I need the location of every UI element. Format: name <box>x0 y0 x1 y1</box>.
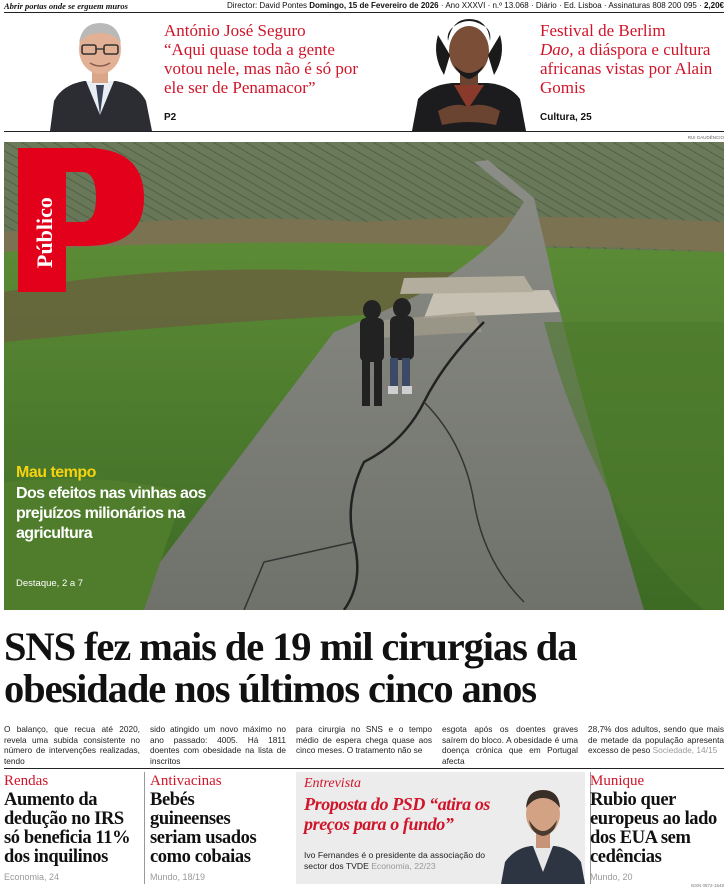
publico-wordmark: Público <box>32 197 57 268</box>
story-text: 28,7% dos adultos, sendo que mais de metade da população apresenta excesso de peso <box>588 724 724 756</box>
teaser-ref: Cultura, 25 <box>540 112 592 123</box>
main-story-text <box>4 724 724 766</box>
story-column: sido atingido um novo máximo no ano passado: 4005. Há 1811 doentes com obesidade na lista de inscritos <box>150 724 286 766</box>
interview-box[interactable] <box>296 772 585 884</box>
interview-section: Economia, 22/23 <box>371 861 436 871</box>
story-column <box>588 724 724 756</box>
teaser-deck <box>540 40 726 97</box>
hero-story[interactable] <box>4 142 724 610</box>
bottom-briefs <box>4 772 724 884</box>
brief-kicker: Rendas <box>4 773 49 789</box>
publico-logo <box>4 142 146 292</box>
teaser-ref: P2 <box>164 112 177 123</box>
edition: Diário · Ed. Lisboa <box>535 1 602 10</box>
brief-kicker: Munique <box>590 773 645 789</box>
brief-headline: Bebés guineenses seriam usados como cobaias <box>150 790 257 867</box>
teaser-kicker: António José Seguro <box>164 21 306 40</box>
divider <box>144 772 145 884</box>
teaser-deck: “Aqui quase toda a gente votou nele, mas não é só por ele ser de Penamacor” <box>164 40 359 97</box>
interview-text: Ivo Fernandes é o presidente da associação do sector dos TVDE <box>304 850 486 871</box>
top-rule <box>4 12 724 13</box>
interview-description <box>304 850 494 872</box>
interview-photo <box>501 782 585 884</box>
issue-date: Domingo, 15 de Fevereiro de 2026 <box>309 1 439 10</box>
subscriptions: Assinaturas 808 200 095 <box>608 1 697 10</box>
teaser-berlin[interactable] <box>400 15 724 131</box>
edition-meta: Director: David Pontes Domingo, 15 de Fevereiro de 2026 · Ano XXXVI · n.º 13.068 · Diário · Ed. Lisboa · Assinaturas 808 200 095 · 2,20€ <box>226 1 724 10</box>
brief-antivacinas[interactable] <box>150 772 290 884</box>
teaser-kicker: Festival de Berlim <box>540 21 666 40</box>
story-column: esgota após os doentes graves saírem do bloco. A obesidade é uma doença crónica que em Portugal afecta <box>442 724 578 766</box>
hero-kicker: Mau tempo <box>16 464 96 481</box>
director: Director: David Pontes <box>226 1 308 10</box>
brief-ref: Economia, 24 <box>4 872 60 882</box>
hero-headline: Dos efeitos nas vinhas aos prejuízos milionários na agricultura <box>16 485 206 542</box>
seguro-photo <box>44 15 156 131</box>
issn-code: ISSN 0872-1548 <box>690 883 724 888</box>
teaser-rule <box>4 131 724 132</box>
brief-rendas[interactable] <box>4 772 138 884</box>
year: Ano XXXVI <box>445 1 486 10</box>
price: 2,20€ <box>703 1 724 10</box>
story-column: O balanço, que recua até 2020, revela uma subida consistente no número de intervenções realizadas, tendo <box>4 724 140 766</box>
issue-number: n.º 13.068 <box>492 1 529 10</box>
interview-headline: Proposta do PSD “atira os preços para o fundo” <box>304 794 491 834</box>
brief-ref: Mundo, 18/19 <box>150 872 206 882</box>
interview-kicker: Entrevista <box>304 776 362 791</box>
slogan: Abrir portas onde se erguem muros <box>4 1 128 11</box>
hero-ref: Destaque, 2 a 7 <box>16 578 84 589</box>
brief-ref: Mundo, 20 <box>590 872 633 882</box>
teaser-seguro[interactable] <box>4 15 358 131</box>
brief-headline: Aumento da dedução no IRS só beneficia 11% dos inquilinos <box>4 790 131 867</box>
brief-kicker: Antivacinas <box>150 773 222 789</box>
story-section: Sociedade, 14/15 <box>652 745 718 756</box>
brief-headline: Rubio quer europeus ao lado dos EUA sem cedências <box>590 790 717 867</box>
photo-credit: RUI GAUDÊNCIO <box>687 135 724 140</box>
main-headline[interactable]: SNS fez mais de 19 mil cirurgias da obesidade nos últimos cinco anos <box>4 624 577 711</box>
brief-munique[interactable] <box>590 772 724 884</box>
bottom-rule <box>4 768 724 769</box>
story-column: para cirurgia no SNS e o tempo médio de espera chega quase aos cinco meses. O tratamento não se <box>296 724 432 756</box>
masthead-bar <box>4 0 724 12</box>
berlin-photo <box>408 15 530 131</box>
film-title: Dao <box>540 40 570 59</box>
teaser-deck-rest: , a diáspora e cultura africanas vistas por Alain Gomis <box>540 40 713 97</box>
